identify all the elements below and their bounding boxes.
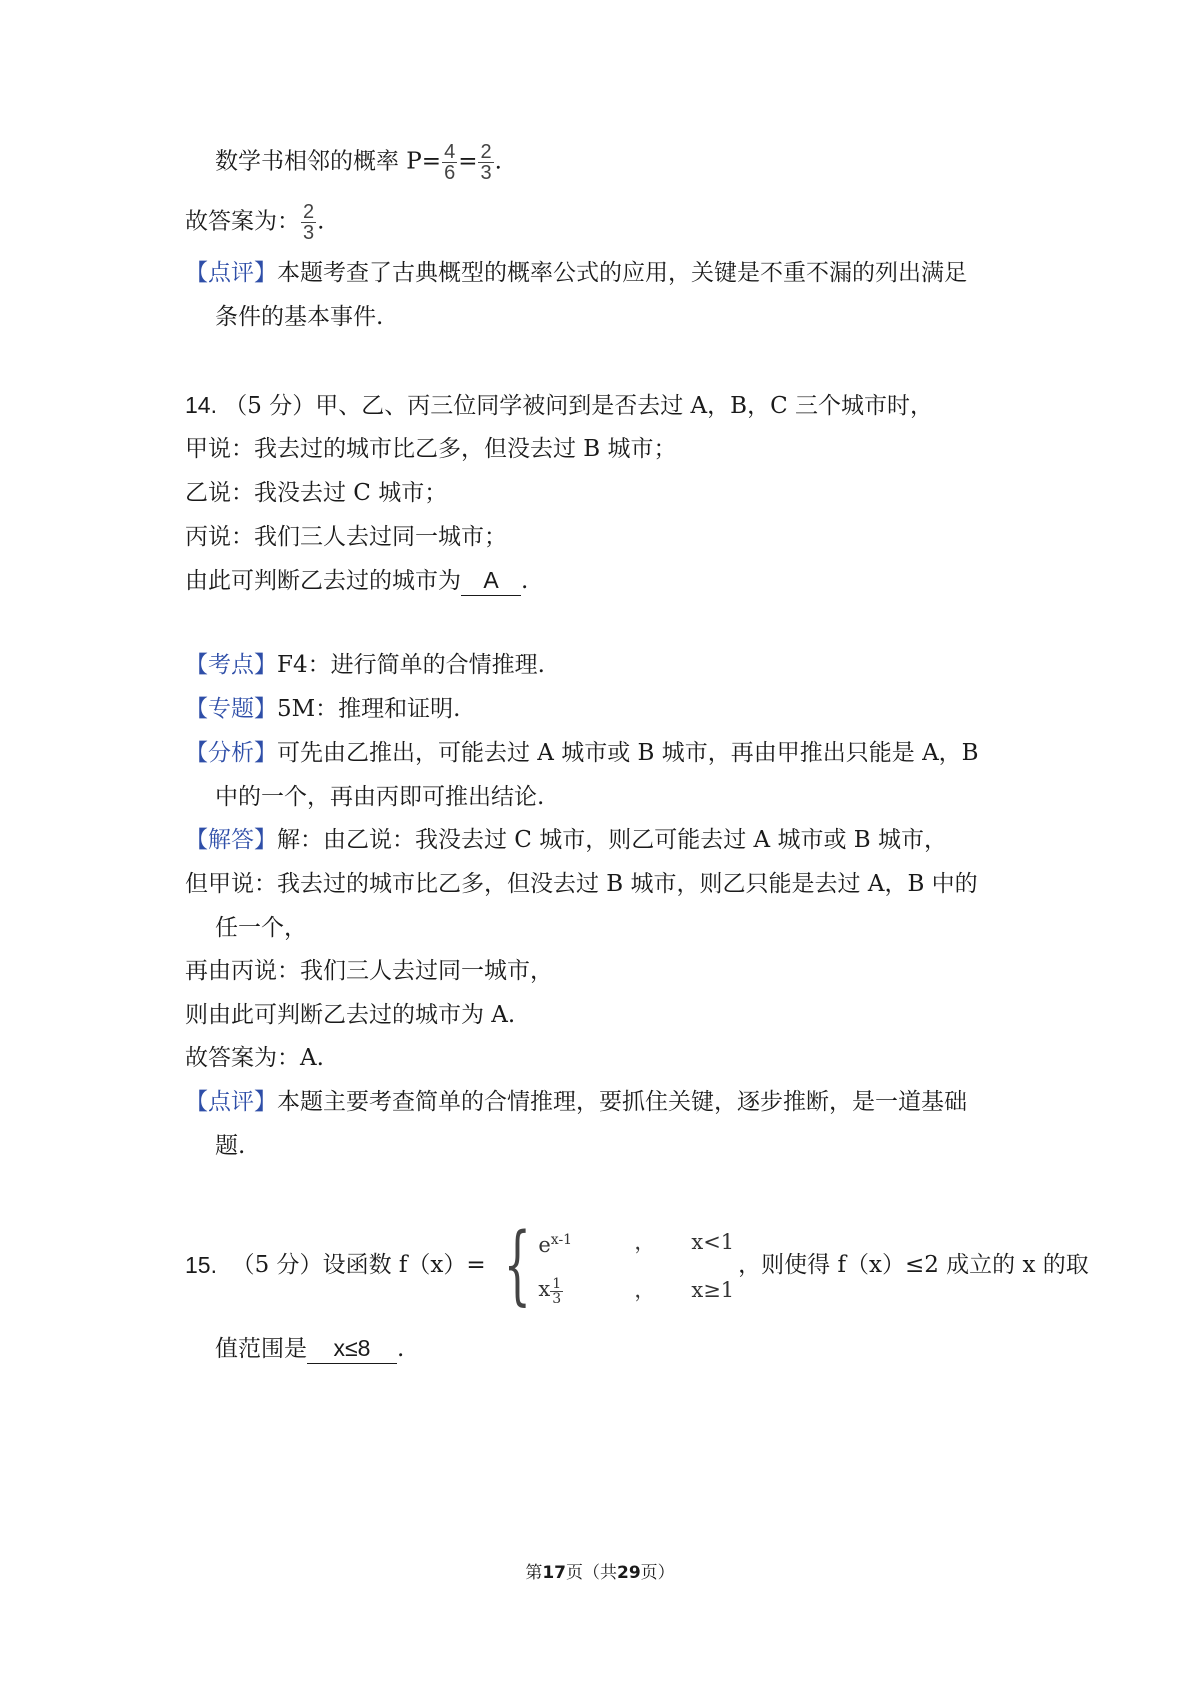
fraction-denominator: 6 xyxy=(444,162,456,184)
power-fraction xyxy=(550,1277,563,1306)
case-2-expression xyxy=(538,1274,598,1306)
probability-line xyxy=(215,142,502,183)
jieda-text: 故答案为：A. xyxy=(185,1045,324,1071)
fraction-numerator: 2 xyxy=(303,201,315,223)
probability-text: 数学书相邻的概率 P= xyxy=(215,148,442,175)
q14-jieda-1 xyxy=(185,825,947,855)
q14-jieda-3 xyxy=(215,913,307,943)
jieda-text: 但甲说：我去过的城市比乙多，但没去过 B 城市，则乙只能是去过 A，B 中的 xyxy=(185,871,978,897)
prev-answer-line xyxy=(185,202,324,243)
fenxi-text: 可先由乙推出，可能去过 A 城市或 B 城市，再由甲推出只能是 A，B xyxy=(277,740,979,766)
q14-jieda-4 xyxy=(185,956,553,986)
q14-question xyxy=(185,565,528,596)
total-pages: 29 xyxy=(617,1563,641,1583)
case-separator: ， xyxy=(634,1230,656,1254)
question-score: （5 分） xyxy=(224,393,316,419)
case-1-condition: x<1 xyxy=(691,1230,735,1254)
case-1-expression xyxy=(538,1225,598,1260)
case-2-condition: x≥1 xyxy=(691,1277,735,1302)
q14-statement-bing xyxy=(185,522,507,552)
exp-base: e xyxy=(538,1232,551,1257)
statement-text: 甲说：我去过的城市比乙多，但没去过 B 城市； xyxy=(185,436,677,462)
question-text: 由此可判断乙去过的城市为 xyxy=(185,568,461,594)
fraction-numerator: 1 xyxy=(552,1275,562,1292)
q14-kaodian xyxy=(185,650,545,680)
period: . xyxy=(494,148,502,175)
q14-statement-yi xyxy=(185,478,447,508)
zhuanti-tag: 【专题】 xyxy=(185,696,277,722)
answer-fraction xyxy=(301,202,316,243)
dianping-tag: 【点评】 xyxy=(185,1089,277,1115)
answer-blank: x≤8 xyxy=(307,1333,397,1364)
q14-jieda-2 xyxy=(185,869,978,899)
q14-jieda-6 xyxy=(185,1043,324,1073)
footer-text: 页（共 xyxy=(566,1563,617,1583)
statement-text: 丙说：我们三人去过同一城市； xyxy=(185,524,507,550)
equals-sign: = xyxy=(458,148,478,175)
zhuanti-text: 5M：推理和证明. xyxy=(277,696,461,722)
fenxi-tag: 【分析】 xyxy=(185,740,277,766)
review-text: 条件的基本事件. xyxy=(215,304,384,330)
kaodian-tag: 【考点】 xyxy=(185,652,277,678)
fenxi-text: 中的一个，再由丙即可推出结论. xyxy=(215,784,545,810)
question-score: （5 分） xyxy=(231,1252,323,1278)
question-number: 14. xyxy=(185,392,217,418)
question-stem: 设函数 f（x）= xyxy=(322,1252,486,1278)
jieda-text: 再由丙说：我们三人去过同一城市， xyxy=(185,958,553,984)
prev-review-line-2 xyxy=(215,302,383,332)
jieda-text: 解：由乙说：我没去过 C 城市，则乙可能去过 A 城市或 B 城市， xyxy=(277,827,947,853)
jieda-text: 则由此可判断乙去过的城市为 A. xyxy=(185,1002,516,1028)
fraction-numerator: 2 xyxy=(480,141,492,163)
footer-text: 页） xyxy=(640,1563,675,1583)
answer-blank: A xyxy=(461,565,521,596)
question-number: 15. xyxy=(185,1252,217,1278)
review-tag: 【点评】 xyxy=(185,260,277,286)
statement-text: 乙说：我没去过 C 城市； xyxy=(185,480,448,506)
case-row-2 xyxy=(538,1274,734,1306)
period: . xyxy=(521,568,529,594)
jieda-tag: 【解答】 xyxy=(185,827,277,853)
fraction-denominator: 3 xyxy=(552,1290,562,1307)
question-text: 值范围是 xyxy=(215,1336,307,1362)
q14-fenxi-1 xyxy=(185,738,979,768)
q14-fenxi-2 xyxy=(215,782,544,812)
dianping-text: 题. xyxy=(215,1133,246,1159)
fraction-4-6 xyxy=(442,142,457,183)
q14-dianping-2 xyxy=(215,1131,245,1161)
period: . xyxy=(397,1336,405,1362)
q14-zhuanti xyxy=(185,694,461,724)
exp-power: x-1 xyxy=(550,1231,573,1248)
q14-jieda-5 xyxy=(185,1000,515,1030)
footer-text: 第 xyxy=(525,1563,543,1583)
q15-stem xyxy=(185,1210,1089,1320)
q14-dianping-1 xyxy=(185,1087,967,1117)
piecewise-function xyxy=(490,1215,735,1315)
left-brace: { xyxy=(503,1215,531,1315)
prev-review-line-1 xyxy=(185,258,967,288)
q14-stem xyxy=(185,390,933,421)
case-row-1 xyxy=(538,1225,734,1260)
q14-statement-jia xyxy=(185,434,677,464)
review-text: 本题考查了古典概型的概率公式的应用，关键是不重不漏的列出满足 xyxy=(277,260,967,286)
fraction-denominator: 3 xyxy=(303,222,315,244)
piecewise-cases xyxy=(538,1225,734,1306)
power-base: x xyxy=(538,1276,551,1301)
period: . xyxy=(317,208,325,235)
answer-label: 故答案为： xyxy=(185,208,300,235)
fraction-denominator: 3 xyxy=(480,162,492,184)
page-footer xyxy=(0,1562,1200,1584)
fraction-numerator: 4 xyxy=(444,141,456,163)
kaodian-text: F4：进行简单的合情推理. xyxy=(277,652,545,678)
dianping-text: 本题主要考查简单的合情推理，要抓住关键，逐步推断，是一道基础 xyxy=(277,1089,967,1115)
fraction-2-3 xyxy=(478,142,493,183)
case-separator: ， xyxy=(634,1277,656,1302)
page-number: 17 xyxy=(542,1563,566,1583)
jieda-text: 任一个， xyxy=(215,915,307,941)
question-stem-continued: ，则使得 f（x）≤2 成立的 x 的取 xyxy=(738,1252,1089,1278)
q15-stem-line-2 xyxy=(215,1333,404,1364)
question-stem: 甲、乙、丙三位同学被问到是否去过 A，B，C 三个城市时， xyxy=(315,393,933,419)
